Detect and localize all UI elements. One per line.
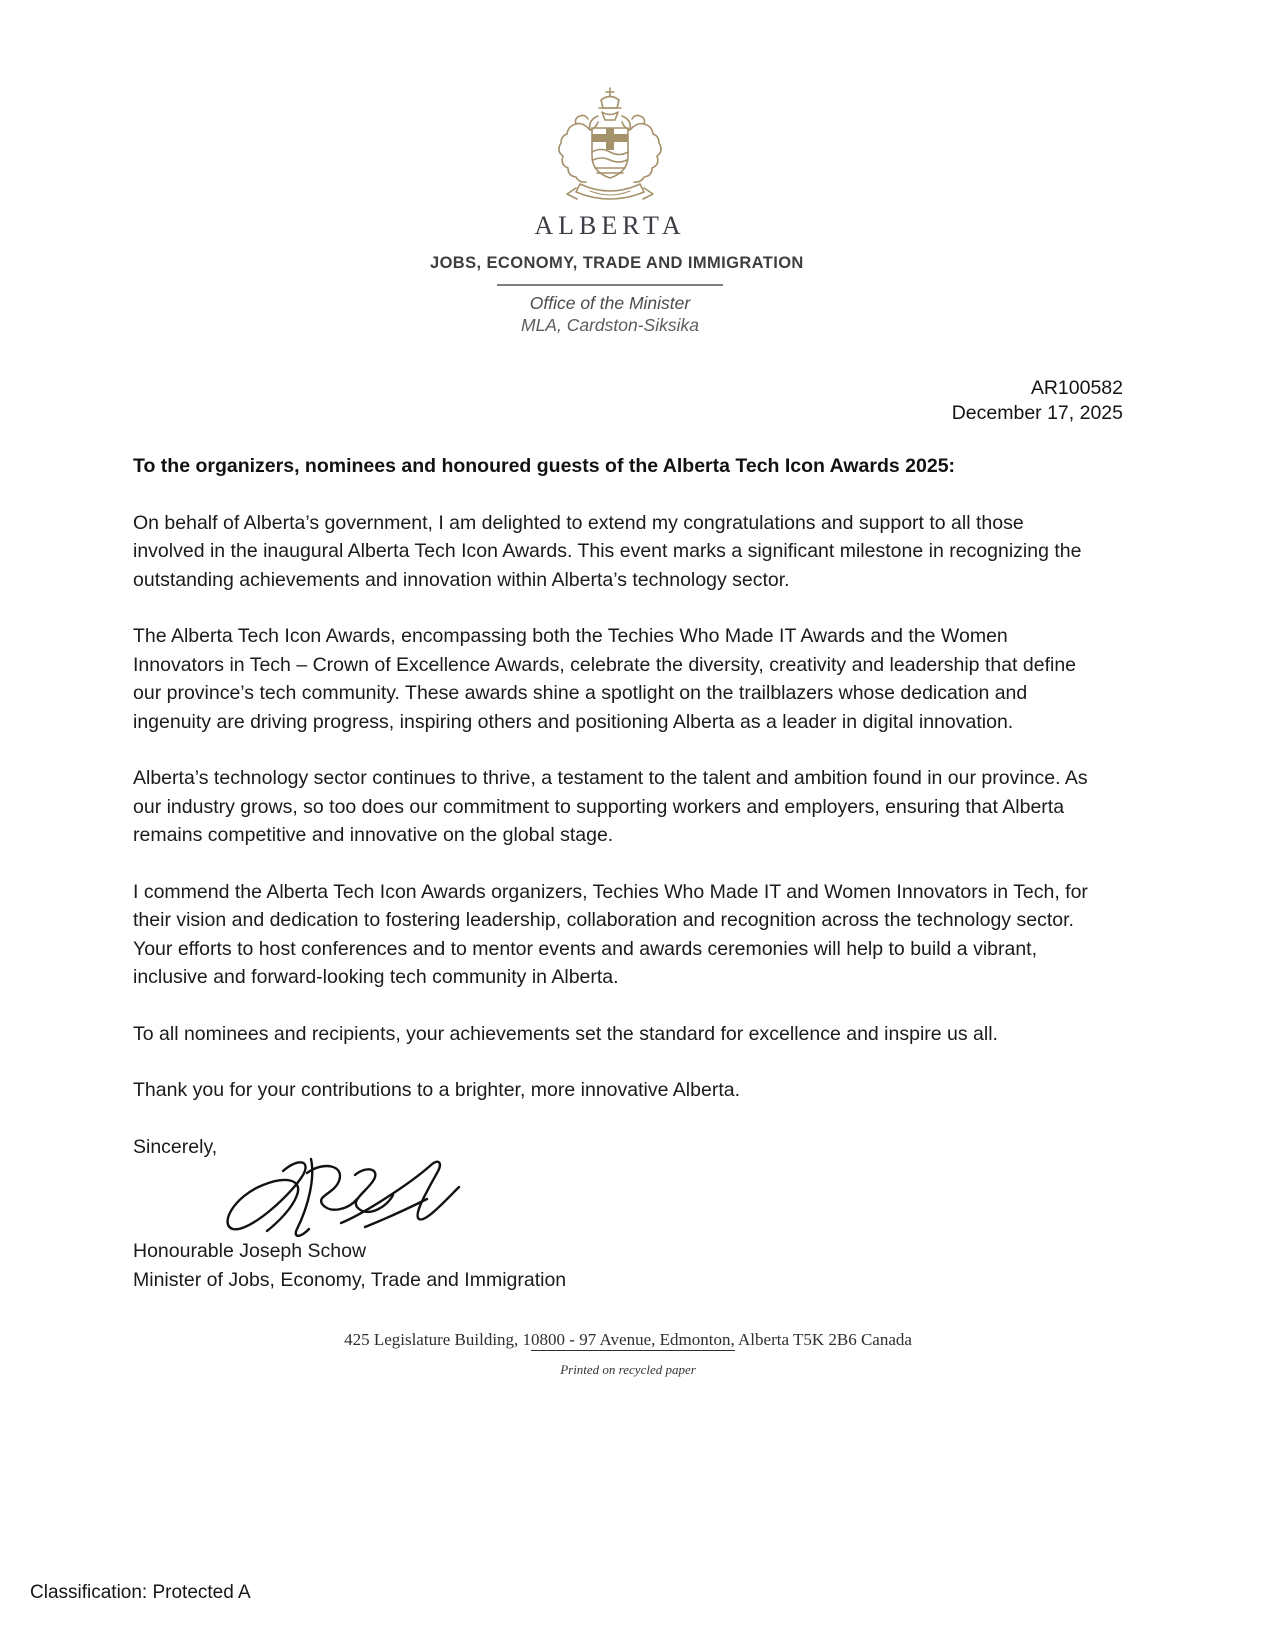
letter-salutation: To the organizers, nominees and honoured guests of the Alberta Tech Icon Awards 2025:	[133, 455, 956, 477]
footer-address	[133, 1330, 1123, 1350]
signatory-title: Minister of Jobs, Economy, Trade and Immigration	[133, 1268, 567, 1291]
recycled-paper-note: Printed on recycled paper	[560, 1362, 696, 1377]
minister-signature-icon	[215, 1149, 465, 1245]
office-of-minister-line: Office of the Minister	[529, 293, 691, 313]
letter-closing: Sincerely,	[133, 1135, 218, 1158]
letter-paragraph: I commend the Alberta Tech Icon Awards organizers, Techies Who Made IT and Women Innovators in Tech, for their vision and dedication to fostering leadership, collaboration and recognition across the technology sector. Your efforts to host conferences and to mentor events and awards ceremonies will help to build a vibrant, inclusive and forward-looking tech community in Alberta.	[133, 880, 1088, 988]
signatory-name: Honourable Joseph Schow	[133, 1240, 367, 1262]
letter-paragraph: On behalf of Alberta’s government, I am delighted to extend my congratulations and support to all those involved in the inaugural Alberta Tech Icon Awards. This event marks a significant milestone in recognizing the outstanding achievements and innovation within Alberta’s technology sector.	[133, 511, 1082, 591]
reference-number: AR100582	[1030, 377, 1123, 399]
letterhead	[430, 86, 804, 336]
classification-label: Classification: Protected A	[30, 1582, 251, 1603]
footer-address-part3: Alberta T5K 2B6 Canada	[734, 1330, 912, 1349]
footer-address-underlined: 0800 - 97 Avenue, Edmonton,	[531, 1330, 735, 1349]
letter-paragraph: Thank you for your contributions to a brighter, more innovative Alberta.	[133, 1079, 740, 1101]
letter-paragraph: Alberta’s technology sector continues to thrive, a testament to the talent and ambition found in our province. As our industry grows, so too does our commitment to supporting workers and employers, ensuring that Alberta remains competitive and innovative on the global stage.	[133, 767, 1088, 846]
footer-address-part1: 425 Legislature Building, 1	[344, 1330, 532, 1349]
alberta-wordmark: ALBERTA	[534, 211, 686, 240]
letterhead-divider	[497, 284, 723, 286]
ministry-name: JOBS, ECONOMY, TRADE AND IMMIGRATION	[430, 254, 804, 272]
reference-block	[133, 376, 1123, 426]
alberta-coat-of-arms-icon	[430, 86, 790, 208]
letter-paragraph: To all nominees and recipients, your achievements set the standard for excellence and inspire us all.	[133, 1022, 998, 1045]
mla-riding-line: MLA, Cardston-Siksika	[521, 314, 699, 335]
letter-paragraph: The Alberta Tech Icon Awards, encompassing both the Techies Who Made IT Awards and the Women Innovators in Tech – Crown of Excellence Awards, celebrate the diversity, creativity and leadership that define our province’s tech community. These awards shine a spotlight on the trailblazers whose dedication and ingenuity are driving progress, inspiring others and positioning Alberta as a leader in digital innovation.	[133, 625, 1077, 733]
letter-date: December 17, 2025	[951, 402, 1123, 424]
